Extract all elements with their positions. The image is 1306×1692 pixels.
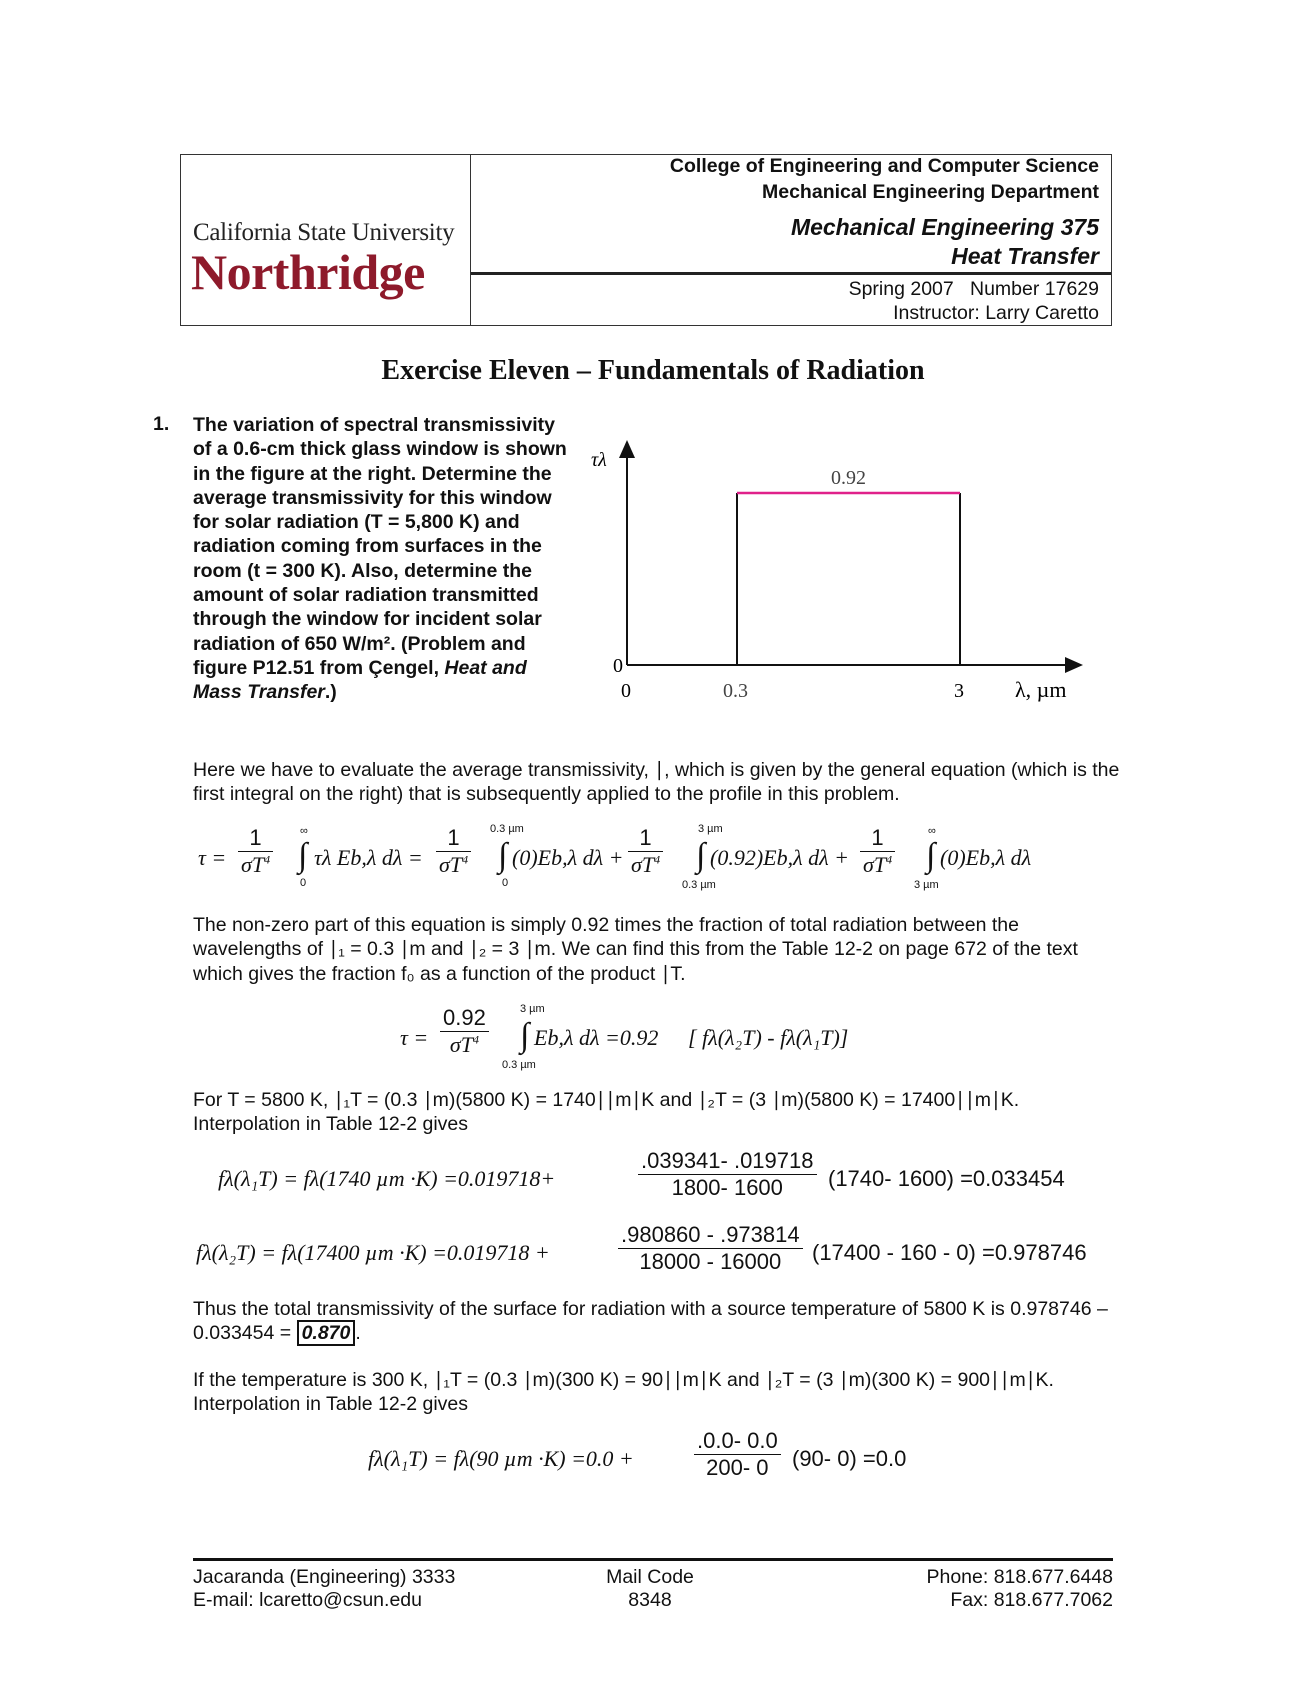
mail-code-label: Mail Code <box>606 1566 694 1588</box>
header-divider <box>470 155 471 325</box>
eq4-frac: $\frac{.980860 - .973814}{18000 - 16000}$ <box>618 1222 803 1275</box>
footer-fax: Fax: 818.677.7062 <box>950 1588 1113 1611</box>
eq1-lim-upper-1: ∞ <box>300 825 308 837</box>
x-tick-label-0: 0 <box>621 680 631 702</box>
instructor-name: Instructor: Larry Caretto <box>893 302 1099 324</box>
eq1-integral-3: ∫ <box>696 837 706 874</box>
footer-address <box>193 1566 455 1611</box>
logo-northridge: Northridge <box>191 244 425 300</box>
eq2-lim-upper: 3 µm <box>520 1003 545 1015</box>
eq1-term4: (0)Eb,λ dλ <box>940 845 1032 870</box>
footer-contact <box>926 1566 1113 1611</box>
course-subject: Heat Transfer <box>951 243 1099 269</box>
transmissivity-chart <box>575 440 1095 710</box>
x-tick-label-3: 3 <box>954 680 964 702</box>
eq5-rhs: (90- 0) =0.0 <box>792 1446 907 1471</box>
eq1-lhs: τ = <box>198 845 227 870</box>
eq2-integral: ∫ <box>520 1017 530 1054</box>
eq1-lim-lower-4: 3 µm <box>914 879 939 891</box>
x-axis-label: λ, µm <box>1015 677 1067 702</box>
eq1-integral-4: ∫ <box>926 837 936 874</box>
paragraph-result-5800k <box>193 1297 1123 1346</box>
page-title: Exercise Eleven – Fundamentals of Radiation <box>381 355 925 386</box>
y-axis-label: τλ <box>591 449 607 471</box>
logo-university: California State University <box>193 219 455 246</box>
eq3-lhs: fλ(λ₁T) = fλ(1740 µm ·K) =0.019718+ <box>218 1166 556 1191</box>
eq3-rhs: (1740- 1600) =0.033454 <box>828 1166 1065 1191</box>
eq1-term1: τλ Eb,λ dλ = <box>314 845 423 870</box>
eq1-lim-lower-3: 0.3 µm <box>682 879 716 891</box>
college-name: College of Engineering and Computer Science <box>669 155 1099 177</box>
letterhead <box>180 154 1112 326</box>
eq2-rhs: [ fλ(λ₂T) - fλ(λ₁T)] <box>688 1025 849 1050</box>
eq3-frac: $\frac{.039341- .019718}{1800- 1600}$ <box>638 1148 817 1201</box>
eq2-lim-lower: 0.3 µm <box>502 1059 536 1071</box>
eq2-frac: $\frac{0.92}{\sigma T^4}$ <box>440 1005 489 1058</box>
department-name: Mechanical Engineering Department <box>762 181 1099 203</box>
footer-rule <box>193 1558 1113 1561</box>
eq5-lhs: fλ(λ₁T) = fλ(90 µm ·K) =0.0 + <box>368 1446 634 1471</box>
plateau-value-label: 0.92 <box>831 466 866 489</box>
answer-box: 0.870 <box>297 1320 356 1346</box>
eq1-frac-4: $\frac{1}{\sigma T^4}$ <box>860 825 895 878</box>
problem-text-end: .) <box>324 681 337 704</box>
footer-mail-code <box>560 1566 740 1611</box>
eq1-frac-1: $\frac{1}{\sigma T^4}$ <box>238 825 273 878</box>
eq1-integral-2: ∫ <box>498 837 508 874</box>
footer-email: E-mail: lcaretto@csun.edu <box>193 1588 422 1611</box>
eq1-lim-lower-2: 0 <box>502 877 509 889</box>
paragraph-average-transmissivity: Here we have to evaluate the average transmissivity, ∣, which is given by the general equation (which is the first integral on the right) that is subsequently applied to the profile in this problem. <box>193 759 1120 806</box>
result-text: Thus the total transmissivity of the surface for radiation with a source temperature of 5800 K is 0.978746 – 0.033454 = <box>193 1298 1108 1345</box>
x-tick-label-0.3: 0.3 <box>723 680 748 702</box>
mail-code-value: 8348 <box>628 1588 672 1611</box>
eq1-term2: (0)Eb,λ dλ + <box>512 845 624 870</box>
eq4-rhs: (17400 - 160 - 0) =0.978746 <box>812 1240 1087 1265</box>
eq4-lhs: fλ(λ₂T) = fλ(17400 µm ·K) =0.019718 + <box>196 1240 550 1265</box>
paragraph-nonzero-part: The non-zero part of this equation is simply 0.92 times the fraction of total radiation between the wavelengths of ∣₁ = 0.3 ∣m and ∣₂ = 3 ∣m. We can find this from the Table 12-2 on page 672 of the text which gives the fraction f₀ as a function of the product ∣T. <box>193 914 1078 985</box>
footer-building: Jacaranda (Engineering) 3333 <box>193 1566 456 1588</box>
problem-text-book: Heat and Mass Transfer <box>193 656 527 704</box>
eq1-lim-upper-4: ∞ <box>928 825 936 837</box>
eq1-term3: (0.92)Eb,λ dλ + <box>710 845 849 870</box>
paragraph-5800k: For T = 5800 K, ∣₁T = (0.3 ∣m)(5800 K) = 1740∣∣m∣K and ∣₂T = (3 ∣m)(5800 K) = 17400∣∣m∣K. Interpolation in Table 12-2 gives <box>193 1089 1020 1136</box>
y-tick-label: 0 <box>613 655 623 677</box>
eq1-frac-2: $\frac{1}{\sigma T^4}$ <box>436 825 471 878</box>
eq1-lim-upper-3: 3 µm <box>698 823 723 835</box>
problem-number: 1. <box>153 413 170 435</box>
eq1-lim-lower-1: 0 <box>300 877 307 889</box>
eq2-lhs: τ = <box>400 1025 429 1050</box>
problem-text-main: The variation of spectral transmissivity of a 0.6-cm thick glass window is shown in the figure at the right. Determine the average transmissivity for this window for solar radiation (T = 5,800 K) and radiation coming from surfaces in the room (t = 300 K). Also, determine the amount of solar radiation transmitted through the window for incident solar radiation of 650 W/m². (Problem and figure P12.51 from Çengel, <box>193 414 567 679</box>
eq1-frac-3: $\frac{1}{\sigma T^4}$ <box>628 825 663 878</box>
paragraph-300k: If the temperature is 300 K, ∣₁T = (0.3 ∣m)(300 K) = 90∣∣m∣K and ∣₂T = (3 ∣m)(300 K) = 900∣∣m∣K. Interpolation in Table 12-2 gives <box>193 1369 1054 1416</box>
eq1-lim-upper-2: 0.3 µm <box>490 823 524 835</box>
eq5-frac: $\frac{.0.0- 0.0}{200- 0}$ <box>694 1428 781 1481</box>
result-period: . <box>355 1322 361 1345</box>
eq2-body: Eb,λ dλ =0.92 <box>534 1025 659 1050</box>
term-info: Spring 2007 Number 17629 <box>848 278 1099 300</box>
header-rule <box>471 272 1111 275</box>
footer-phone: Phone: 818.677.6448 <box>926 1566 1113 1588</box>
course-name: Mechanical Engineering 375 <box>790 214 1099 240</box>
problem-statement <box>193 413 573 705</box>
eq1-integral-1: ∫ <box>298 837 308 874</box>
